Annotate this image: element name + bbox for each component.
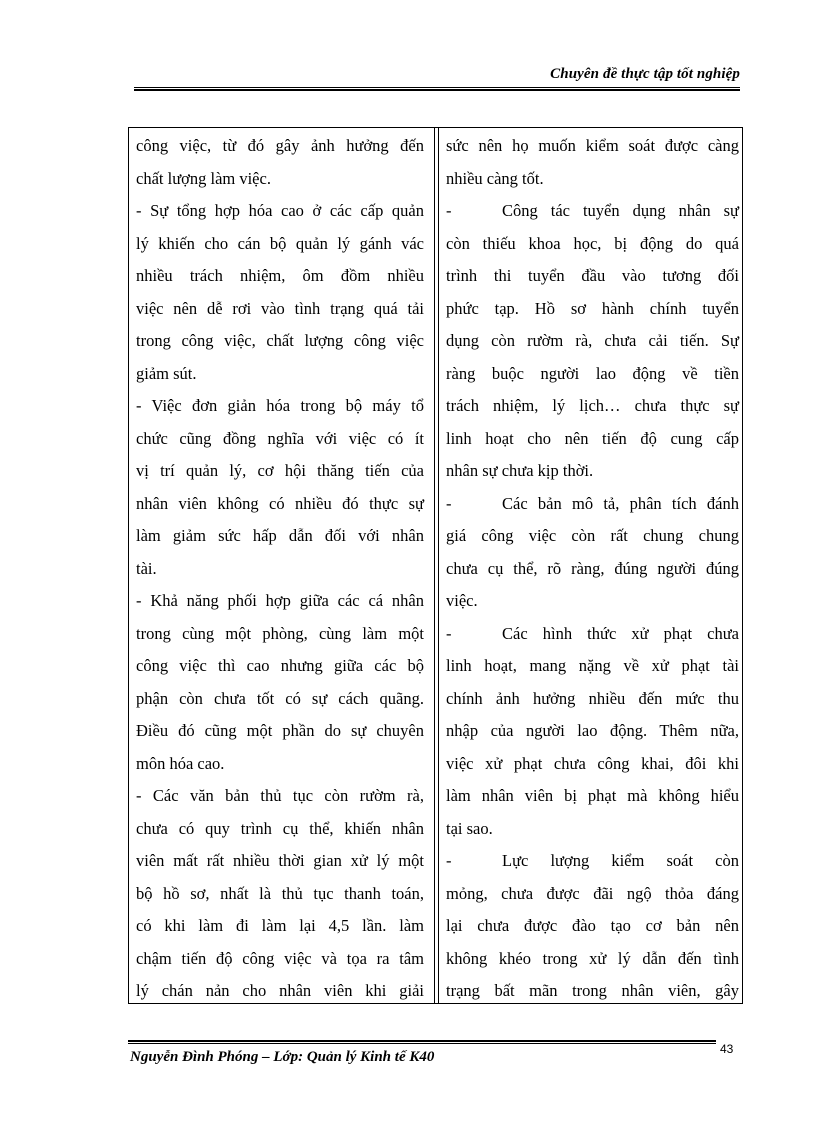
text-line: việc nên dễ rơi vào tình trạng quá tải — [136, 298, 424, 318]
table-column-right — [438, 128, 743, 1003]
text-line: lại chưa được đào tạo cơ bản nên — [446, 916, 739, 935]
text-line: môn hóa cao. — [136, 753, 225, 773]
text-line: chậm tiến độ công việc và tọa ra tâm — [136, 948, 424, 968]
list-item-first-line — [446, 845, 739, 878]
text-line: linh hoạt cho nên tiến độ cung cấp — [446, 428, 739, 448]
text-line: làm nhân viên bị phạt mà không hiểu — [446, 786, 739, 805]
text-line: nhiều càng tốt. — [446, 168, 544, 188]
text-line: viên mất rất nhiều thời gian xử lý một — [136, 851, 424, 870]
text-line: ràng buộc người lao động về tiền — [446, 363, 739, 383]
header-rule-thick — [134, 89, 740, 91]
list-item-first-line — [446, 195, 739, 228]
text-line: trình thi tuyển đầu vào tương đối — [446, 266, 739, 285]
footer-author-class: Nguyễn Đình Phóng – Lớp: Quản lý Kinh tế K40 — [130, 1049, 435, 1065]
table-column-left — [129, 128, 435, 1003]
list-item-first-line — [446, 488, 739, 521]
text-line: - Các văn bản thủ tục còn rườm rà, — [136, 786, 424, 805]
text-line: công việc thì cao nhưng giữa các bộ — [136, 656, 424, 675]
text-line: chưa có quy trình cụ thể, khiến nhân — [136, 818, 424, 838]
text-line: - Khả năng phối hợp giữa các cá nhân — [136, 591, 424, 610]
footer-rule — [128, 1040, 716, 1042]
text-line: mỏng, chưa được đãi ngộ thỏa đáng — [446, 883, 739, 903]
footer-rule-thin — [128, 1043, 716, 1044]
dash-marker: - — [446, 201, 452, 220]
text-line: trách nhiệm, lý lịch… chưa thực sự — [446, 396, 739, 415]
text-line: còn thiếu khoa học, bị động do quá — [446, 233, 739, 253]
text-line: việc xử phạt chưa công khai, đôi khi — [446, 753, 739, 773]
text-line: sức nên họ muốn kiểm soát được càng — [446, 136, 739, 155]
text-line: trong công việc, chất lượng công việc — [136, 331, 424, 350]
text-line: Lực lượng kiểm soát còn — [502, 851, 739, 870]
list-item-first-line — [446, 618, 739, 651]
text-line: chưa cụ thể, rõ ràng, đúng người đúng — [446, 558, 739, 578]
two-column-table — [128, 127, 743, 1004]
dash-marker: - — [446, 493, 452, 513]
text-line: chính ảnh hưởng nhiều đến mức thu — [446, 688, 739, 708]
text-line: phức tạp. Hồ sơ hành chính tuyển — [446, 298, 739, 318]
text-line: Điều đó cũng một phần do sự chuyên — [136, 721, 424, 740]
text-line: có khi làm đi làm lại 4,5 lần. làm — [136, 916, 424, 935]
text-line: dụng còn rườm rà, chưa cải tiến. Sự — [446, 331, 739, 350]
page-number: 43 — [720, 1042, 734, 1056]
text-line: chức cũng đồng nghĩa với việc có ít — [136, 428, 424, 448]
text-line: vị trí quản lý, cơ hội thăng tiến của — [136, 461, 424, 480]
text-line: Công tác tuyển dụng nhân sự — [502, 201, 739, 220]
text-line: linh hoạt, mang nặng về xử phạt tài — [446, 656, 739, 675]
text-line: nhiều trách nhiệm, ôm đồm nhiều — [136, 266, 424, 285]
text-line: lý chán nản cho nhân viên khi giải — [136, 981, 424, 1000]
running-header-title: Chuyên đề thực tập tốt nghiệp — [550, 66, 740, 82]
text-line: tài. — [136, 558, 157, 578]
text-line: trạng bất mãn trong nhân viên, gây — [446, 981, 739, 1000]
text-line: phận còn chưa tốt có sự cách quãng. — [136, 688, 424, 708]
text-line: - Sự tổng hợp hóa cao ở các cấp quản — [136, 201, 424, 220]
header-rule — [134, 87, 740, 88]
text-line: giảm sút. — [136, 363, 197, 383]
text-line: - Việc đơn giản hóa trong bộ máy tổ — [136, 396, 424, 415]
text-line: bộ hồ sơ, nhất là thủ tục thanh toán, — [136, 883, 424, 903]
text-line: chất lượng làm việc. — [136, 168, 271, 188]
text-line: Các hình thức xử phạt chưa — [502, 623, 739, 643]
text-line: giá công việc còn rất chung chung — [446, 526, 739, 545]
text-line: nhân viên không có nhiều đó thực sự — [136, 493, 424, 513]
dash-marker: - — [446, 623, 452, 643]
text-line: nhân sự chưa kịp thời. — [446, 461, 594, 480]
text-line: Các bản mô tả, phân tích đánh — [502, 493, 739, 513]
text-line: trong cùng một phòng, cùng làm một — [136, 623, 424, 643]
text-line: lý khiến cho cán bộ quản lý gánh vác — [136, 233, 424, 253]
text-line: nhập của người lao động. Thêm nữa, — [446, 721, 739, 740]
text-line: không khéo trong xử lý dẫn đến tình — [446, 948, 739, 968]
text-line: việc. — [446, 591, 478, 610]
text-line: tại sao. — [446, 818, 493, 838]
text-line: làm giảm sức hấp dẫn đối với nhân — [136, 526, 424, 545]
text-line: công việc, từ đó gây ảnh hưởng đến — [136, 136, 424, 155]
dash-marker: - — [446, 851, 452, 870]
